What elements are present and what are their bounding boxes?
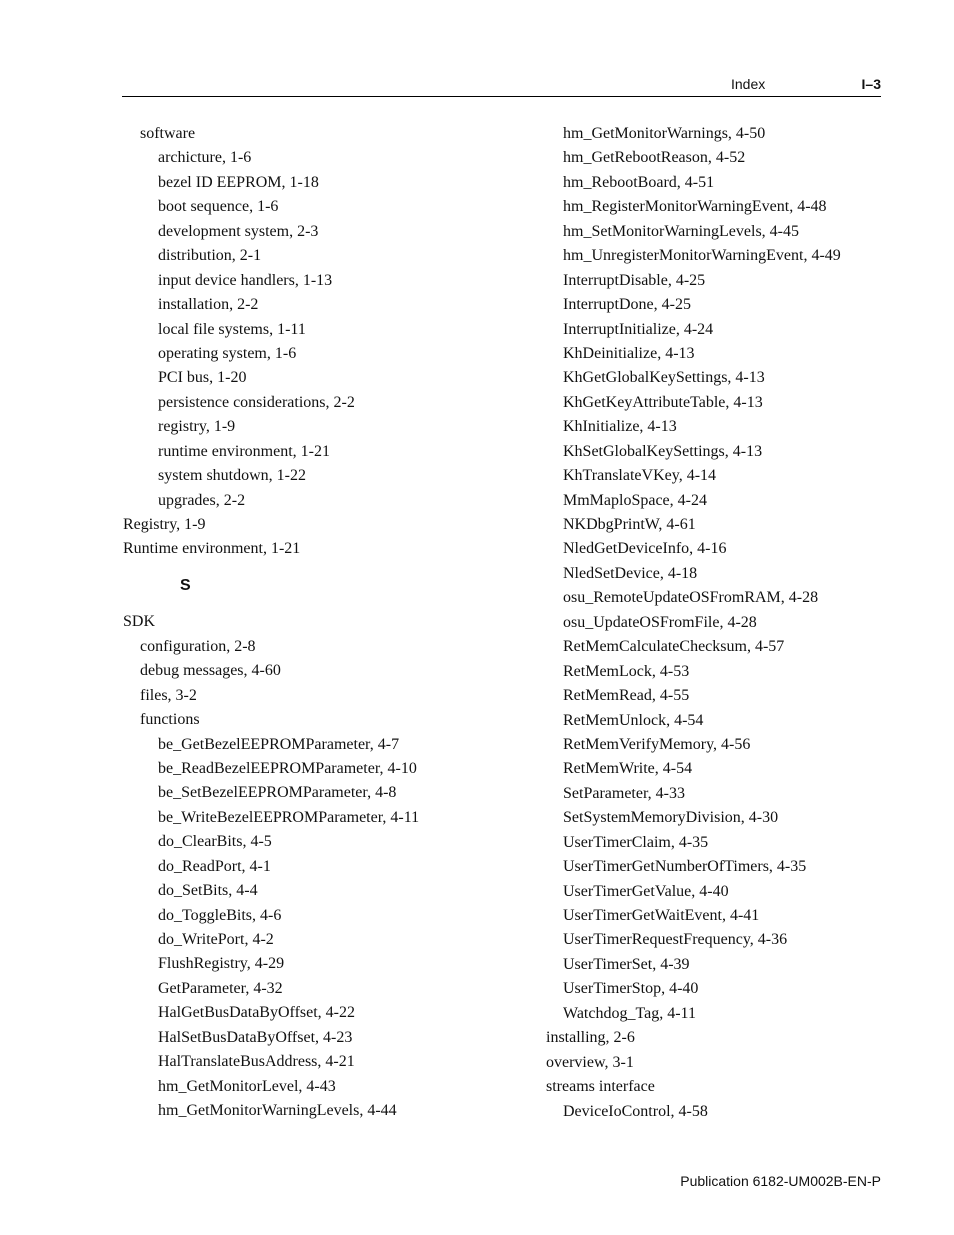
index-entry: RetMemCalculateChecksum, 4-57 xyxy=(563,638,785,656)
index-entry: do_ReadPort, 4-1 xyxy=(158,857,271,875)
index-entry: RetMemVerifyMemory, 4-56 xyxy=(563,735,751,753)
page-number: I–3 xyxy=(861,76,881,92)
index-entry: debug messages, 4-60 xyxy=(140,662,281,680)
index-entry: KhGetGlobalKeySettings, 4-13 xyxy=(563,369,765,387)
index-entry: UserTimerSet, 4-39 xyxy=(563,955,690,973)
index-entry: hm_RegisterMonitorWarningEvent, 4-48 xyxy=(563,198,827,216)
index-entries-group xyxy=(123,610,523,1123)
index-entry: input device handlers, 1-13 xyxy=(158,271,333,289)
index-entry: do_ToggleBits, 4-6 xyxy=(158,906,282,924)
index-entry: HalTranslateBusAddress, 4-21 xyxy=(158,1053,355,1071)
index-entry: hm_UnregisterMonitorWarningEvent, 4-49 xyxy=(563,247,841,265)
index-entry: do_ClearBits, 4-5 xyxy=(158,833,272,851)
index-entry: installing, 2-6 xyxy=(546,1029,635,1047)
index-column-right xyxy=(546,122,946,1124)
index-entry: UserTimerClaim, 4-35 xyxy=(563,833,709,851)
index-entry: HalGetBusDataByOffset, 4-22 xyxy=(158,1004,355,1022)
index-entry: KhSetGlobalKeySettings, 4-13 xyxy=(563,442,763,460)
index-entry: hm_GetMonitorLevel, 4-43 xyxy=(158,1077,336,1095)
index-entry: upgrades, 2-2 xyxy=(158,491,246,509)
publication-footer: Publication 6182-UM002B-EN-P xyxy=(680,1173,881,1189)
index-entry: KhInitialize, 4-13 xyxy=(563,418,677,436)
running-header xyxy=(122,76,881,97)
index-entry: hm_GetMonitorWarningLevels, 4-44 xyxy=(158,1102,397,1120)
index-entry: do_WritePort, 4-2 xyxy=(158,931,274,948)
index-entry: Registry, 1-9 xyxy=(123,516,206,533)
index-entry: bezel ID EEPROM, 1-18 xyxy=(158,173,319,191)
index-entries-group xyxy=(123,122,523,562)
index-entry: UserTimerRequestFrequency, 4-36 xyxy=(563,931,788,949)
index-entry: do_SetBits, 4-4 xyxy=(158,882,258,900)
index-entry: RetMemRead, 4-55 xyxy=(563,687,690,705)
index-entry: RetMemWrite, 4-54 xyxy=(563,760,693,778)
index-entry: UserTimerStop, 4-40 xyxy=(563,980,699,998)
index-entry: RetMemUnlock, 4-54 xyxy=(563,711,704,729)
index-entry: UserTimerGetWaitEvent, 4-41 xyxy=(563,907,760,924)
index-entry: SetParameter, 4-33 xyxy=(563,784,685,802)
index-entry: distribution, 2-1 xyxy=(158,247,262,265)
index-entry: KhDeinitialize, 4-13 xyxy=(563,344,695,362)
index-entry: archicture, 1-6 xyxy=(158,149,252,167)
index-entry: overview, 3-1 xyxy=(546,1053,634,1071)
index-entry: InterruptDisable, 4-25 xyxy=(563,271,706,289)
index-entry: hm_GetMonitorWarnings, 4-50 xyxy=(563,125,766,142)
index-entry: hm_GetRebootReason, 4-52 xyxy=(563,149,746,167)
index-entry: hm_RebootBoard, 4-51 xyxy=(563,173,715,191)
index-entry: registry, 1-9 xyxy=(158,418,236,436)
index-entry: NledSetDevice, 4-18 xyxy=(563,564,698,582)
index-entry: operating system, 1-6 xyxy=(158,344,297,362)
header-section-label: Index xyxy=(731,76,766,92)
index-entry: RetMemLock, 4-53 xyxy=(563,662,690,680)
section-letter-heading: S xyxy=(180,576,191,594)
index-entry: be_GetBezelEEPROMParameter, 4-7 xyxy=(158,735,400,753)
index-entries-group xyxy=(546,122,946,1124)
index-entry: boot sequence, 1-6 xyxy=(158,198,279,216)
index-entry: NledGetDeviceInfo, 4-16 xyxy=(563,540,727,558)
index-entry: InterruptInitialize, 4-24 xyxy=(563,320,714,338)
index-entry: persistence considerations, 2-2 xyxy=(158,393,355,411)
index-entry: KhTranslateVKey, 4-14 xyxy=(563,467,717,485)
index-entry: UserTimerGetNumberOfTimers, 4-35 xyxy=(563,858,807,876)
index-entry: hm_SetMonitorWarningLevels, 4-45 xyxy=(563,222,800,240)
index-entry: be_ReadBezelEEPROMParameter, 4-10 xyxy=(158,759,417,777)
index-entry: be_SetBezelEEPROMParameter, 4-8 xyxy=(158,784,397,802)
index-entry: UserTimerGetValue, 4-40 xyxy=(563,882,729,900)
index-entry: MmMaploSpace, 4-24 xyxy=(563,491,707,509)
index-entry: NKDbgPrintW, 4-61 xyxy=(563,516,696,533)
index-entry: development system, 2-3 xyxy=(158,222,319,240)
index-entry: system shutdown, 1-22 xyxy=(158,467,306,485)
index-entry: PCI bus, 1-20 xyxy=(158,369,247,387)
index-entry: HalSetBusDataByOffset, 4-23 xyxy=(158,1028,353,1046)
index-entry: KhGetKeyAttributeTable, 4-13 xyxy=(563,393,763,411)
index-entry: local file systems, 1-11 xyxy=(158,320,306,338)
index-entry: GetParameter, 4-32 xyxy=(158,979,283,997)
index-entry: Watchdog_Tag, 4-11 xyxy=(563,1004,696,1022)
index-entry: be_WriteBezelEEPROMParameter, 4-11 xyxy=(158,808,420,826)
index-entry: osu_UpdateOSFromFile, 4-28 xyxy=(563,613,757,631)
index-entry: streams interface xyxy=(546,1078,655,1096)
index-entry: SetSystemMemoryDivision, 4-30 xyxy=(563,809,779,827)
index-entry: software xyxy=(140,125,196,142)
index-entry: osu_RemoteUpdateOSFromRAM, 4-28 xyxy=(563,589,819,607)
index-entry: DeviceIoControl, 4-58 xyxy=(563,1102,708,1120)
index-entry: files, 3-2 xyxy=(140,686,197,704)
index-entry: installation, 2-2 xyxy=(158,296,259,314)
index-entry: SDK xyxy=(123,613,156,631)
index-entry: InterruptDone, 4-25 xyxy=(563,296,691,314)
index-column-left xyxy=(123,122,523,1124)
index-entry: FlushRegistry, 4-29 xyxy=(158,955,285,973)
index-entry: functions xyxy=(140,711,200,729)
index-entry: Runtime environment, 1-21 xyxy=(123,540,301,558)
index-entry: runtime environment, 1-21 xyxy=(158,442,330,460)
index-entry: configuration, 2-8 xyxy=(140,637,256,655)
